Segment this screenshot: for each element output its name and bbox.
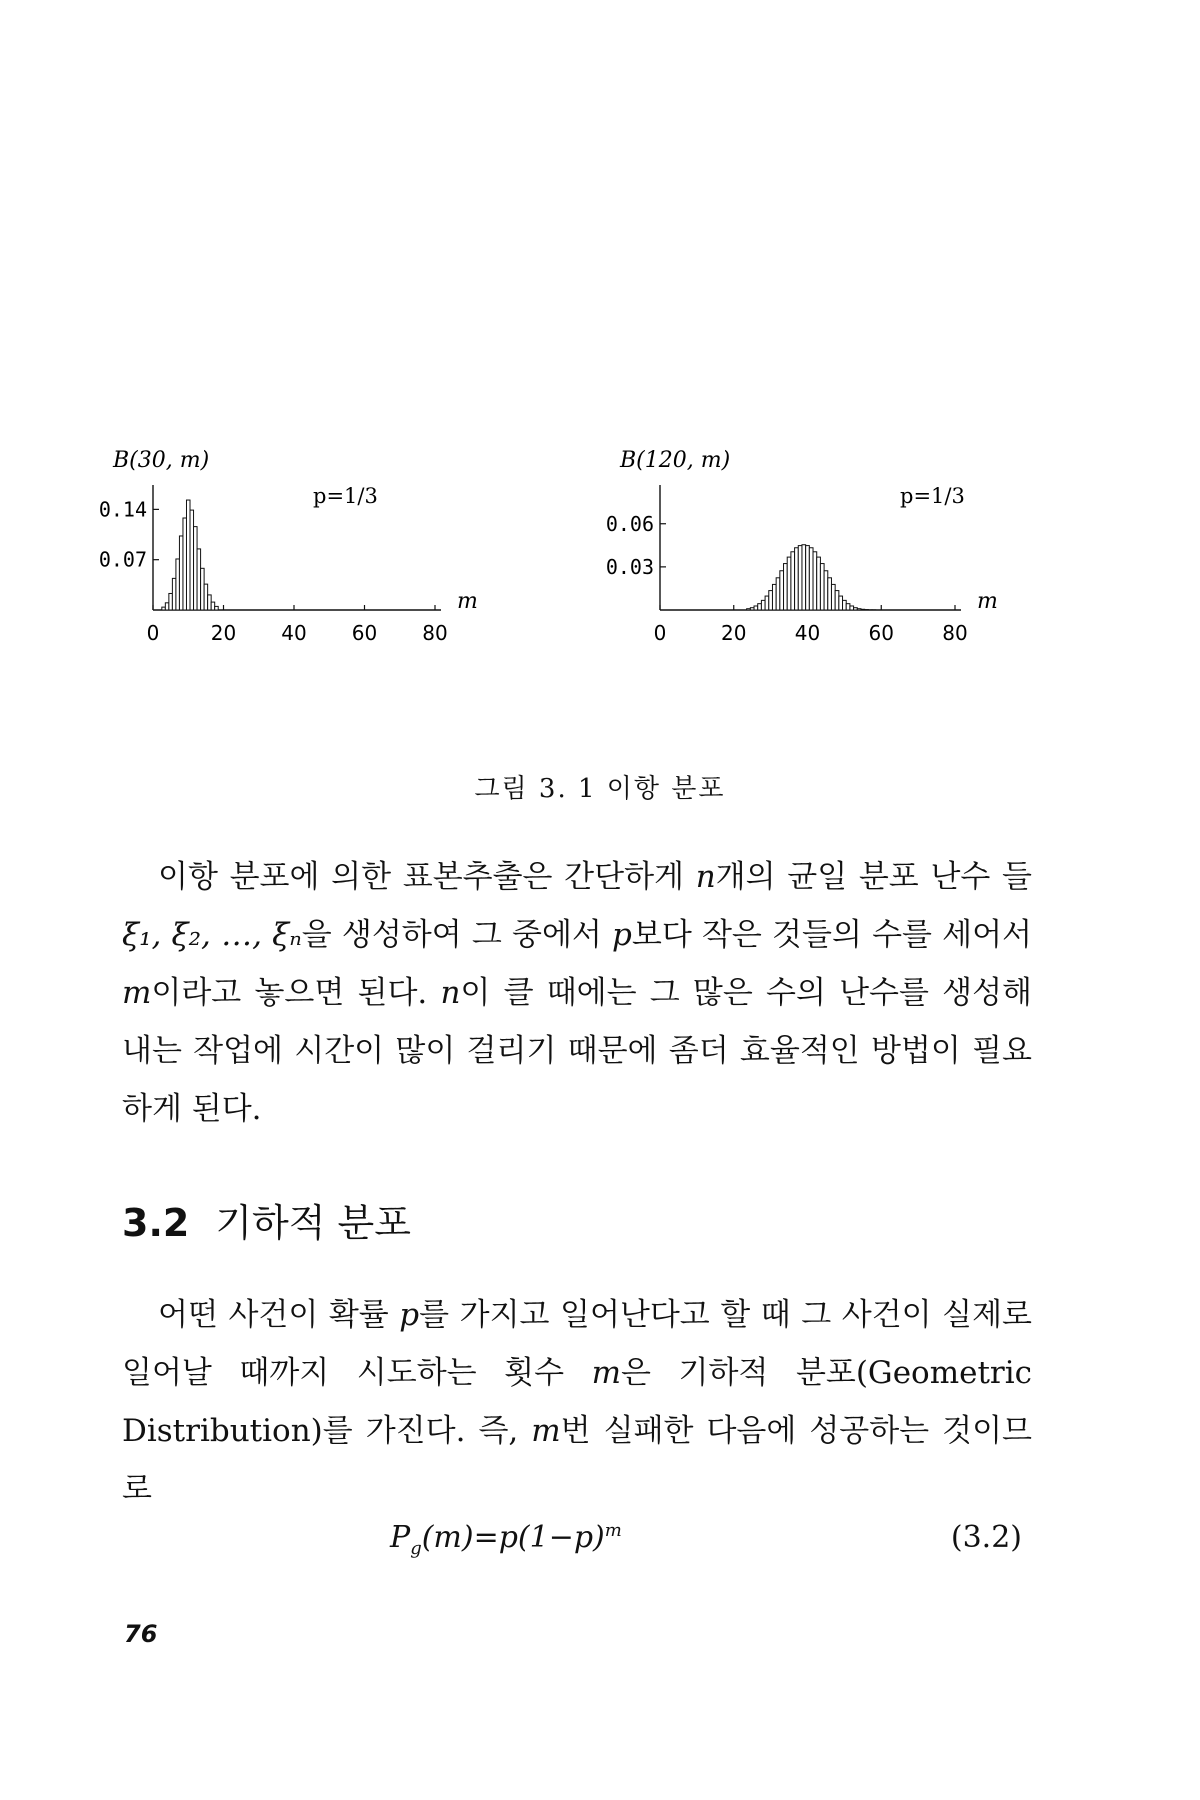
paragraph2-run-3: m <box>591 1355 622 1391</box>
chart-bar <box>190 510 194 610</box>
chart-xtick-label: 0 <box>653 621 667 645</box>
chart-bar <box>747 609 751 610</box>
paragraph2-run-5: m <box>531 1413 561 1449</box>
chart-bar <box>817 557 821 610</box>
chart-bar <box>776 578 780 610</box>
paragraph1-run-2: 개의 균일 분포 난수 들 <box>715 859 1033 895</box>
chart-bar <box>835 591 839 610</box>
chart-bar <box>194 527 198 610</box>
chart-xtick-label: 80 <box>422 621 448 645</box>
chart-xtick-label: 20 <box>210 621 237 645</box>
chart-bar <box>183 518 187 610</box>
chart-bar <box>211 602 215 610</box>
figure-caption: 그림 3. 1 이항 분포 <box>474 774 726 804</box>
chart-ytick-label: 0.07 <box>98 547 147 572</box>
equation-expression: $P_g(m)=p(1-p)^m$ <box>390 1520 622 1559</box>
chart-bar <box>850 606 854 610</box>
equation-3-2 <box>122 1520 1022 1570</box>
chart-bar <box>831 584 835 610</box>
paragraph2-run-1: p <box>399 1297 420 1333</box>
section-title: 기하적 분포 <box>215 1201 411 1245</box>
paragraph1-run-5: p <box>612 917 632 953</box>
equation-number: (3.2) <box>950 1520 1022 1555</box>
chart-bar <box>828 578 832 610</box>
chart-bar <box>176 559 180 610</box>
chart-bar <box>798 546 802 610</box>
chart-bar <box>750 608 754 610</box>
chart-binomial-120 <box>585 440 1105 750</box>
chart-bar <box>854 608 858 610</box>
chart-bar <box>758 604 762 610</box>
paragraph2-run-0: 어떤 사건이 확률 <box>158 1297 400 1333</box>
chart-bar <box>843 600 847 610</box>
chart-bar <box>772 584 776 610</box>
chart-annotation: p=1/3 <box>313 484 378 508</box>
chart-bar <box>824 571 828 610</box>
paragraph1-run-3: ξ₁, ξ₂, …, ξₙ <box>122 917 302 953</box>
chart-bar <box>806 546 810 610</box>
chart-xtick-label: 20 <box>721 621 747 645</box>
chart-annotation: p=1/3 <box>900 484 965 508</box>
chart-bar <box>186 500 190 610</box>
chart-bar <box>197 549 201 610</box>
chart-bar <box>172 578 176 610</box>
chart-bar <box>861 609 865 610</box>
chart-bar <box>857 609 861 610</box>
chart-bar <box>780 571 784 610</box>
chart-bar <box>791 552 795 610</box>
paragraph-binomial-sampling <box>122 848 1032 1138</box>
chart-bar <box>162 607 166 610</box>
chart-ytick-label: 0.03 <box>605 554 654 579</box>
chart-bar <box>802 545 806 610</box>
chart-svg-right <box>585 440 1105 750</box>
chart-ylabel: B(30, m) <box>113 448 210 473</box>
chart-xlabel: m <box>977 589 998 614</box>
chart-bar <box>839 596 843 610</box>
paragraph1-run-10: 이 클 때에는 그 많은 수의 난수를 생성해 내는 작업에 시간이 많이 걸리기 때문에 좀더 효율적인 방법이 필요하게 된다. <box>122 975 1032 1127</box>
paragraph1-run-9: n <box>440 975 461 1011</box>
chart-bar <box>165 603 169 610</box>
page-number: 76 <box>124 1620 158 1648</box>
chart-bar <box>795 548 799 610</box>
paragraph1-run-6: 보다 작은 것들의 수를 세어서 <box>631 917 1032 953</box>
chart-bar <box>820 564 824 610</box>
chart-bar <box>765 596 769 610</box>
chart-svg-left <box>98 440 625 750</box>
section-number: 3.2 <box>122 1201 190 1245</box>
chart-bar <box>754 606 758 610</box>
chart-xtick-label: 60 <box>351 621 378 645</box>
paragraph2-run-2: 를 가지고 일어난다고 할 때 그 사건이 실제로 일어날 때까지 시도하는 횟수 <box>122 1297 1032 1391</box>
paragraph1-run-7: m <box>122 975 152 1011</box>
chart-bar <box>208 595 212 610</box>
chart-bar <box>784 564 788 610</box>
chart-xtick-label: 80 <box>942 621 968 645</box>
chart-ylabel: B(120, m) <box>620 448 731 473</box>
paragraph2-run-6: 번 실패한 다음에 성공하는 것이므로 <box>122 1413 1032 1507</box>
chart-xtick-label: 40 <box>794 621 821 645</box>
chart-bar <box>787 557 791 610</box>
chart-bar <box>813 552 817 610</box>
chart-bar <box>204 584 208 610</box>
paragraph1-run-0: 이항 분포에 의한 표본추출은 간단하게 <box>158 859 696 895</box>
section-heading <box>122 1192 411 1247</box>
paragraph1-run-1: n <box>695 859 716 895</box>
chart-xtick-label: 40 <box>281 621 307 645</box>
chart-bar <box>179 536 183 610</box>
chart-bar <box>846 604 850 610</box>
chart-binomial-30 <box>98 440 625 750</box>
chart-bar <box>169 593 173 610</box>
paragraph-geometric-distribution <box>122 1286 1032 1518</box>
chart-xlabel: m <box>457 589 478 614</box>
paragraph2-run-4: 은 기하적 분포(Geometric Distribution)를 가진다. 즉, <box>122 1355 1032 1449</box>
chart-xtick-label: 60 <box>868 621 894 645</box>
paragraph1-run-8: 이라고 놓으면 된다. <box>151 975 441 1011</box>
chart-bar <box>215 606 219 610</box>
paragraph1-run-4: 을 생성하여 그 중에서 <box>301 917 613 953</box>
chart-bar <box>809 548 813 610</box>
chart-ytick-label: 0.06 <box>605 511 654 536</box>
chart-bar <box>761 600 765 610</box>
chart-bar <box>769 591 773 610</box>
chart-xtick-label: 0 <box>146 621 160 645</box>
chart-ytick-label: 0.14 <box>98 497 147 522</box>
chart-bar <box>201 568 205 610</box>
